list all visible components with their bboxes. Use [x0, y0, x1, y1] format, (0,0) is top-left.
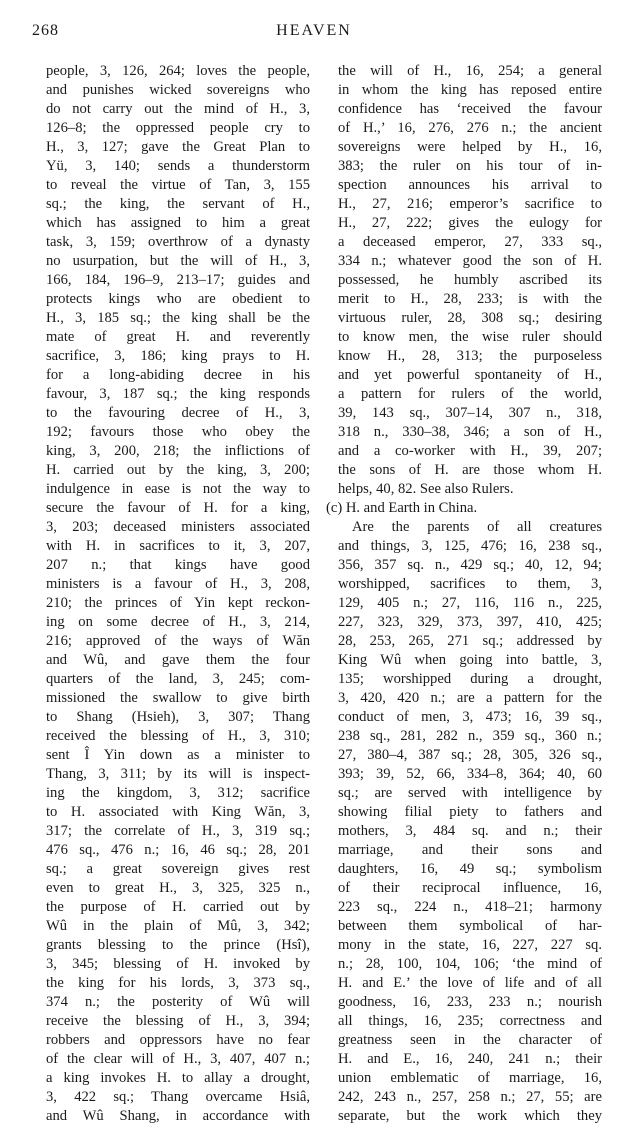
- index-line: Are the parents of all creatures: [352, 519, 602, 535]
- index-line: a pattern for rulers of the world,: [338, 386, 602, 402]
- index-line: greatness seen in the character of: [338, 1032, 602, 1048]
- index-line: of their reciprocal influence, 16,: [338, 880, 602, 896]
- index-line: confidence has ‘received the favour: [338, 101, 602, 117]
- index-line: 242, 243 n., 257, 258 n.; 27, 55; are: [338, 1089, 602, 1105]
- index-line: indulgence in ease is not the way to: [46, 481, 310, 497]
- index-line: H. carried out by the king, 3, 200;: [46, 462, 310, 478]
- index-line: even to great H., 3, 325, 325 n.,: [46, 880, 310, 896]
- index-line: 192; favours those who obey the: [46, 424, 310, 440]
- index-line: showing filial piety to fathers and: [338, 804, 602, 820]
- index-line: which has assigned to him a great: [46, 215, 310, 231]
- index-line: Yü, 3, 140; sends a thunderstorm: [46, 158, 310, 174]
- index-line: grants blessing to the prince (Hsî),: [46, 937, 310, 953]
- index-line: receive the blessing of H., 3, 394;: [46, 1013, 310, 1029]
- index-line: mate of great H. and reverently: [46, 329, 310, 345]
- index-line: and Wû Shang, in accordance with: [46, 1108, 310, 1124]
- index-line: to H. associated with King Wăn, 3,: [46, 804, 310, 820]
- index-line: 227, 323, 329, 373, 397, 410, 425;: [338, 614, 602, 630]
- index-line: the purpose of H. carried out by: [46, 899, 310, 915]
- index-line: to Shang (Hsieh), 3, 307; Thang: [46, 709, 310, 725]
- index-line: quarters of the land, 3, 245; com-: [46, 671, 310, 687]
- right-column: [326, 62, 602, 1126]
- index-line: secure the favour of H. for a king,: [46, 500, 310, 516]
- index-line: the will of H., 16, 254; a general: [338, 63, 602, 79]
- index-line: H., 27, 222; gives the eulogy for: [338, 215, 602, 231]
- left-column: [46, 62, 310, 1126]
- index-line: of H.,’ 16, 276, 276 n.; the ancient: [338, 120, 602, 136]
- index-line: 3, 422 sq.; Thang overcame Hsiâ,: [46, 1089, 310, 1105]
- index-line: know H., 28, 313; the purposeless: [338, 348, 602, 364]
- index-line: King Wû when going into battle, 3,: [338, 652, 602, 668]
- index-line: 223 sq., 224 n., 418–21; harmony: [338, 899, 602, 915]
- index-line: between them symbolical of har-: [338, 918, 602, 934]
- index-line: merit to H., 28, 233; is with the: [338, 291, 602, 307]
- index-line: daughters, 16, 49 sq.; symbolism: [338, 861, 602, 877]
- index-line: 374 n.; the posterity of Wû will: [46, 994, 310, 1010]
- index-line: and punishes wicked sovereigns who: [46, 82, 310, 98]
- index-line: with H. in sacrifices to it, 3, 207,: [46, 538, 310, 554]
- index-line: the sons of H. are those whom H.: [338, 462, 602, 478]
- index-line: ministers is a favour of H., 3, 208,: [46, 576, 310, 592]
- section-heading: (c) H. and Earth in China.: [326, 500, 478, 516]
- index-line: favour, 3, 187 sq.; the king responds: [46, 386, 310, 402]
- index-line: helps, 40, 82. See also Rulers.: [338, 481, 514, 497]
- index-line: 166, 184, 196–9, 213–17; guides and: [46, 272, 310, 288]
- index-line: H. and E.’ the love of life and of all: [338, 975, 602, 991]
- index-line: 3, 203; deceased ministers associated: [46, 519, 310, 535]
- index-line: worshipped, sacrifices to them, 3,: [338, 576, 602, 592]
- index-line: H., 3, 127; gave the Great Plan to: [46, 139, 310, 155]
- index-line: Thang, 3, 311; by its will is inspect-: [46, 766, 310, 782]
- index-line: marriage, and their sons and: [338, 842, 602, 858]
- index-line: ing the kingdom, 3, 312; sacrifice: [46, 785, 310, 801]
- index-line: do not carry out the mind of H., 3,: [46, 101, 310, 117]
- index-line: 210; the princes of Yin kept reckon-: [46, 595, 310, 611]
- index-columns: [46, 62, 602, 1124]
- index-line: 135; worshipped during a drought,: [338, 671, 602, 687]
- index-line: and Wû, and gave them the four: [46, 652, 310, 668]
- index-line: 476 sq., 476 n.; 16, 46 sq.; 28, 201: [46, 842, 310, 858]
- index-line: received the blessing of H., 3, 310;: [46, 728, 310, 744]
- index-line: all things, 16, 235; correctness and: [338, 1013, 602, 1029]
- index-line: mothers, 3, 484 sq. and n.; their: [338, 823, 602, 839]
- index-line: separate, but the work which they: [338, 1108, 602, 1124]
- index-line: to know men, the wise ruler should: [338, 329, 602, 345]
- index-line: for a long-abiding decree in his: [46, 367, 310, 383]
- index-line: 383; the ruler on his tour of in-: [338, 158, 602, 174]
- index-line: 216; approved of the ways of Wăn: [46, 633, 310, 649]
- index-line: and a co-worker with H., 39, 207;: [338, 443, 602, 459]
- index-line: sq.; are served with intelligence by: [338, 785, 602, 801]
- index-line: sovereigns were helped by H., 16,: [338, 139, 602, 155]
- index-line: robbers and oppressors have no fear: [46, 1032, 310, 1048]
- index-line: Wû in the plain of Mû, 3, 342;: [46, 918, 310, 934]
- index-line: 129, 405 n.; 27, 116, 116 n., 225,: [338, 595, 602, 611]
- index-line: 317; the correlate of H., 3, 319 sq.;: [46, 823, 310, 839]
- index-line: task, 3, 159; overthrow of a dynasty: [46, 234, 310, 250]
- index-line: protects kings who are obedient to: [46, 291, 310, 307]
- index-line: 3, 420, 420 n.; are a pattern for the: [338, 690, 602, 706]
- index-line: 3, 345; blessing of H. invoked by: [46, 956, 310, 972]
- index-line: H. and E., 16, 240, 241 n.; their: [338, 1051, 602, 1067]
- index-line: king, 3, 200, 218; the inflictions of: [46, 443, 310, 459]
- index-line: mony in the state, 16, 227, 227 sq.: [338, 937, 602, 953]
- index-line: and things, 3, 125, 476; 16, 238 sq.,: [338, 538, 602, 554]
- index-line: 28, 253, 265, 271 sq.; addressed by: [338, 633, 602, 649]
- page-number: 268: [32, 22, 59, 39]
- index-line: the king for his lords, 3, 373 sq.,: [46, 975, 310, 991]
- index-line: 238 sq., 281, 282 n., 359 sq., 360 n.;: [338, 728, 602, 744]
- index-line: goodness, 16, 233, 233 n.; nourish: [338, 994, 602, 1010]
- index-line: ing on some decree of H., 3, 214,: [46, 614, 310, 630]
- index-line: sq.; the king, the servant of H.,: [46, 196, 310, 212]
- index-line: no usurpation, but the will of H., 3,: [46, 253, 310, 269]
- index-line: 334 n.; whatever good the son of H.: [338, 253, 602, 269]
- index-line: sent Î Yin down as a minister to: [46, 747, 310, 763]
- index-line: 318 n., 330–38, 346; a son of H.,: [338, 424, 602, 440]
- index-line: sacrifice, 3, 186; king prays to H.: [46, 348, 310, 364]
- index-line: to reveal the virtue of Tan, 3, 155: [46, 177, 310, 193]
- index-line: H., 27, 216; emperor’s sacrifice to: [338, 196, 602, 212]
- index-line: and yet powerful spontaneity of H.,: [338, 367, 602, 383]
- page-title: HEAVEN: [276, 22, 352, 39]
- index-line: 126–8; the oppressed people cry to: [46, 120, 310, 136]
- index-line: 27, 380–4, 387 sq.; 28, 305, 326 sq.,: [338, 747, 602, 763]
- index-line: in whom the king has reposed entire: [338, 82, 602, 98]
- index-line: 393; 39, 52, 66, 334–8, 364; 40, 60: [338, 766, 602, 782]
- index-line: conduct of men, 3, 473; 16, 39 sq.,: [338, 709, 602, 725]
- index-line: sq.; a great sovereign gives rest: [46, 861, 310, 877]
- index-line: n.; 28, 100, 104, 106; ‘the mind of: [338, 956, 602, 972]
- index-line: a deceased emperor, 27, 333 sq.,: [338, 234, 602, 250]
- index-line: a king invokes H. to allay a drought,: [46, 1070, 310, 1086]
- index-line: 356, 357 sq. n., 429 sq.; 40, 12, 94;: [338, 557, 602, 573]
- index-line: 39, 143 sq., 307–14, 307 n., 318,: [338, 405, 602, 421]
- index-line: union emblematic of marriage, 16,: [338, 1070, 602, 1086]
- index-line: to the favouring decree of H., 3,: [46, 405, 310, 421]
- index-line: possessed, he humbly ascribed its: [338, 272, 602, 288]
- index-line: 207 n.; that kings have good: [46, 557, 310, 573]
- index-line: missioned the swallow to give birth: [46, 690, 310, 706]
- index-line: people, 3, 126, 264; loves the people,: [46, 63, 310, 79]
- running-head: [32, 22, 596, 46]
- index-line: H., 3, 185 sq.; the king shall be the: [46, 310, 310, 326]
- index-line: spection announces his arrival to: [338, 177, 602, 193]
- index-line: of the clear will of H., 3, 407, 407 n.;: [46, 1051, 310, 1067]
- index-line: virtuous ruler, 28, 308 sq.; desiring: [338, 310, 602, 326]
